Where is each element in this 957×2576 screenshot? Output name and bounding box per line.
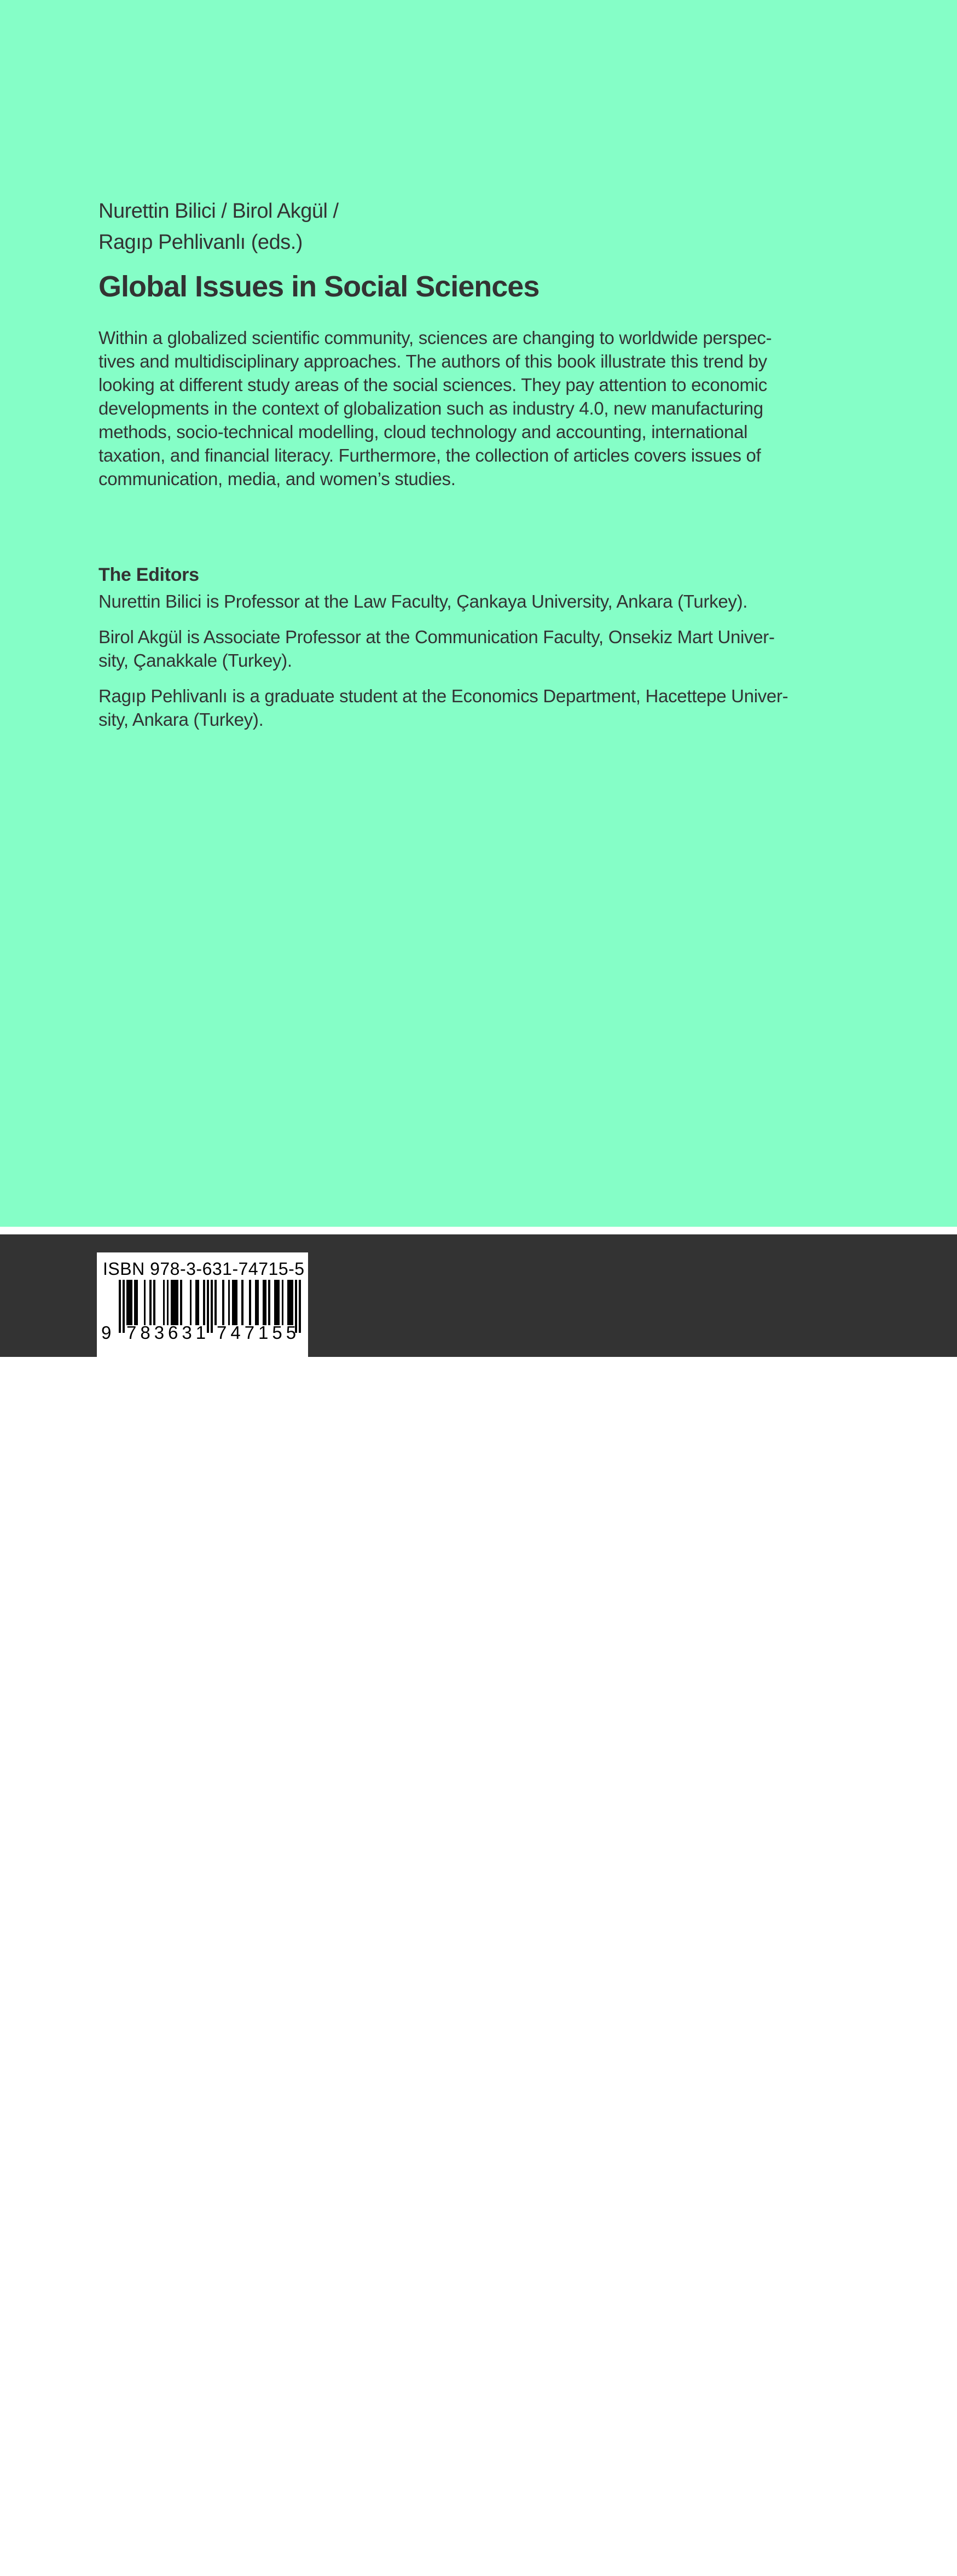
barcode-digits-left-group: 783631 bbox=[126, 1322, 210, 1343]
publisher-website: www.peterlang.com bbox=[658, 2551, 859, 2575]
editor-bio-line: Nurettin Bilici is Professor at the Law Faculty, Çankaya University, Ankara (Turkey). bbox=[98, 591, 748, 611]
editors-section bbox=[98, 563, 788, 743]
editor-bio-line: sity, Ankara (Turkey). bbox=[98, 709, 264, 730]
editor-bio bbox=[98, 684, 788, 731]
synopsis-line: developments in the context of globalization such as industry 4.0, new manufacturing bbox=[98, 398, 763, 418]
authors-line-2: Ragıp Pehlivanlı (eds.) bbox=[98, 231, 303, 254]
editor-bio bbox=[98, 590, 788, 613]
barcode-digits-right-group: 747155 bbox=[217, 1322, 300, 1343]
barcode-digit-left: 9 bbox=[101, 1322, 112, 1343]
authors-line-1: Nurettin Bilici / Birol Akgül / bbox=[98, 200, 339, 223]
synopsis-line: tives and multidisciplinary approaches. The authors of this book illustrate this trend by bbox=[98, 351, 767, 371]
synopsis-line: communication, media, and women’s studies. bbox=[98, 469, 456, 489]
synopsis bbox=[98, 326, 772, 491]
isbn-label: ISBN 978-3-631-74715-5 bbox=[103, 1259, 305, 1279]
synopsis-line: Within a globalized scientific community, sciences are changing to worldwide perspec- bbox=[98, 328, 772, 348]
divider-strip bbox=[0, 1227, 957, 1234]
authors-block bbox=[98, 196, 339, 258]
footer-bar bbox=[0, 1234, 957, 2575]
synopsis-line: looking at different study areas of the social sciences. They pay attention to economic bbox=[98, 375, 767, 395]
editor-bio-line: sity, Çanakkale (Turkey). bbox=[98, 650, 292, 671]
isbn-barcode-panel bbox=[97, 1252, 308, 1357]
synopsis-line: taxation, and financial literacy. Furthermore, the collection of articles covers issues of bbox=[98, 445, 761, 465]
synopsis-line: methods, socio-technical modelling, cloud technology and accounting, international bbox=[98, 422, 748, 442]
editors-heading: The Editors bbox=[98, 564, 199, 585]
editor-bio-line: Ragıp Pehlivanlı is a graduate student at the Economics Department, Hacettepe Univer- bbox=[98, 686, 788, 706]
editor-bio-line: Birol Akgül is Associate Professor at the Communication Faculty, Onsekiz Mart Univer- bbox=[98, 627, 775, 647]
editor-bio bbox=[98, 625, 788, 672]
book-title: Global Issues in Social Sciences bbox=[98, 270, 540, 303]
